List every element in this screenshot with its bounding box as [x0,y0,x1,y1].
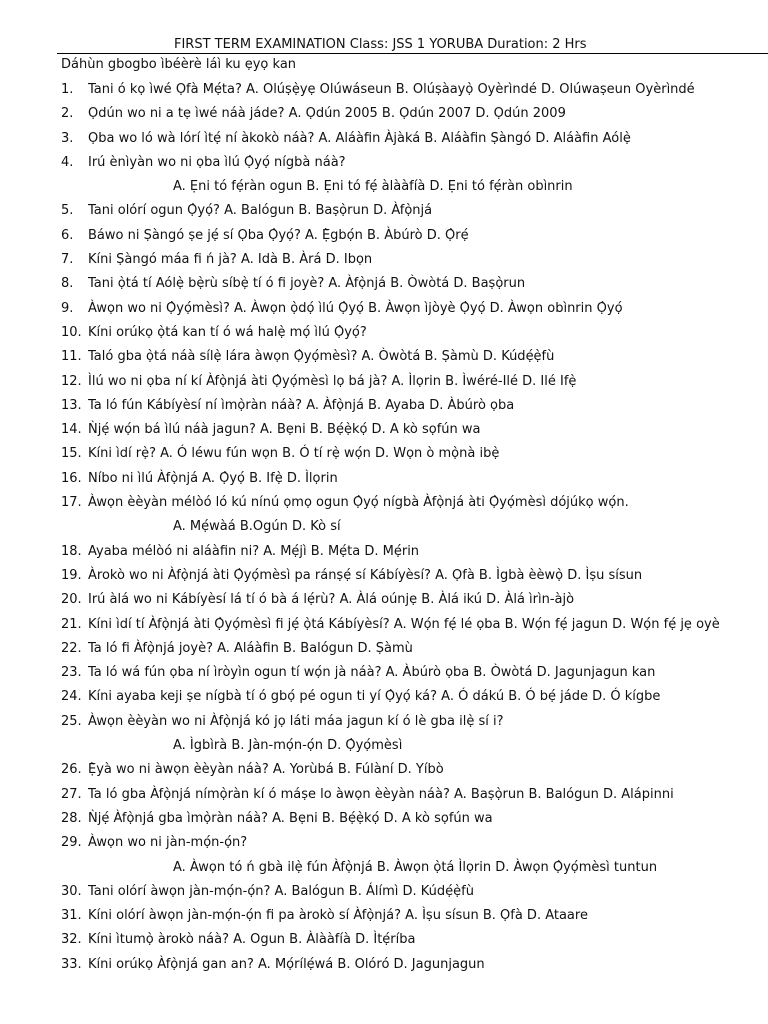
question-text: Àwọn wo ni jàn-mọ́n-ọ́n? [88,835,248,851]
question-number: 11. [61,349,82,365]
question-text: Kíni olórí àwọn jàn-mọ́n-ọ́n fi pa àrokò sí Àfọ̀njá? A. Ìṣu sísun B. Ọfà D. Ataare [88,908,588,924]
question-options [0,735,768,759]
question-number: 32. [61,932,82,948]
question-text: Ayaba mélòó ni aláàfin ni? A. Mẹ́jì B. Mẹ́ta D. Mẹ́rin [88,543,420,559]
options-text: A. Mẹ́wàá B.Ogún D. Kò sí [173,519,341,535]
question-item [0,662,768,686]
question-number: 17. [61,495,82,511]
options-text: A. Ìgbìrà B. Jàn-mọ́n-ọ́n D. Ọ̀yọ́mèsì [173,738,403,754]
question-number: 20. [61,592,82,608]
question-number: 27. [61,786,82,802]
question-options [0,176,768,200]
question-item [0,929,768,953]
question-item [0,784,768,808]
question-number: 15. [61,446,82,462]
question-text: Kíni Ṣàngó máa fi ń jà? A. Idà B. Àrá D. Ibọn [88,252,373,268]
question-item [0,954,768,978]
question-text: Ìlú wo ni ọba ní kí Àfọ̀njá àti Ọ̀yọ́mèsì lọ bá jà? A. Ìlọrin B. Ìwéré-Ilé D. Ilé Ifẹ̀ [88,373,577,389]
question-number: 2. [61,106,74,122]
question-text: Báwo ni Ṣàngó ṣe jẹ́ sí Ọba Ọ̀yọ́? A. Ẹ̀gbọ́n B. Àbúrò D. Ọ̀rẹ́ [88,227,469,243]
header-underline [57,53,768,54]
question-text: Àwọn èèyàn wo ni Àfọ̀njá kó jọ láti máa jagun kí ó lè gba ilẹ̀ sí i? [88,713,504,729]
question-item [0,225,768,249]
question-item [0,419,768,443]
question-text: Àrokò wo ni Àfọ̀njá àti Ọ̀yọ́mèsì pa ránṣẹ́ sí Kábíyèsí? A. Ọfà B. Ìgbà èèwọ̀ D. Ìṣu sísun [88,567,643,583]
question-item [0,443,768,467]
question-item [0,832,768,856]
question-text: Ta ló fi Àfọ̀njá joyè? A. Aláàfin B. Balógun D. Ṣàmù [88,640,413,656]
question-text: Tani ọ̀tá tí Aólẹ̀ bẹ̀rù síbẹ̀ tí ó fi joyè? A. Àfọ̀njá B. Òwòtá D. Baṣọ̀run [88,276,526,292]
question-number: 16. [61,470,82,486]
question-number: 14. [61,422,82,438]
question-options [0,857,768,881]
question-number: 21. [61,616,82,632]
question-text: Kíni orúkọ ọ̀tá kan tí ó wá halẹ̀ mọ́ ìlú Ọ̀yọ́? [88,324,367,340]
options-text: A. Àwọn tó ń gbà ilẹ̀ fún Àfọ̀njá B. Àwọn ọ̀tá Ìlọrin D. Àwọn Ọ̀yọ́mèsì tuntun [173,859,658,875]
question-item [0,346,768,370]
question-item [0,103,768,127]
question-number: 28. [61,810,82,826]
question-item [0,371,768,395]
question-number: 23. [61,665,82,681]
question-text: Níbo ni ìlú Àfọ̀njá A. Ọ̀yọ́ B. Ifẹ̀ D. Ìlọrin [88,470,338,486]
question-number: 29. [61,835,82,851]
question-item [0,322,768,346]
question-text: Ǹjẹ́ Àfọ̀njá gba ìmọ̀ràn náà? A. Bẹni B. Bẹ́ẹ̀kọ́ D. A kò sọfún wa [88,810,493,826]
question-number: 22. [61,640,82,656]
question-number: 5. [61,203,74,219]
question-text: Kíni ìdí rẹ̀? A. Ó léwu fún wọn B. Ó tí rẹ̀ wọ́n D. Wọn ò mọ̀nà ibẹ̀ [88,446,500,462]
question-item [0,881,768,905]
question-item [0,79,768,103]
question-text: Kíni ayaba keji ṣe nígbà tí ó gbọ́ pé ogun ti yí Ọ̀yọ́ ká? A. Ó dákú B. Ó bẹ́ jáde D. Ó kígbe [88,689,661,705]
question-item [0,249,768,273]
question-number: 10. [61,324,82,340]
question-item [0,273,768,297]
question-item [0,395,768,419]
question-item [0,468,768,492]
question-number: 7. [61,252,74,268]
options-text: A. Ẹni tó fẹ́ràn ogun B. Ẹni tó fẹ́ àlààfíà D. Ẹni tó fẹ́ràn obìnrin [173,179,573,195]
exam-header [0,37,768,57]
question-text: Tani olórí ogun Ọ̀yọ́? A. Balógun B. Baṣọ̀run D. Àfọ̀njá [88,203,433,219]
question-number: 18. [61,543,82,559]
question-number: 4. [61,154,74,170]
question-number: 8. [61,276,74,292]
question-item [0,614,768,638]
question-number: 19. [61,567,82,583]
question-item [0,808,768,832]
question-text: Kíni ìdí tí Àfọ̀njá àti Ọ̀yọ́mèsì fi jẹ́ ọ̀tá Kábíyèsí? A. Wọ́n fẹ́ lé ọba B. Wọ́n fẹ́ jagun D. Wọ́n fẹ́ jẹ oyè [88,616,720,632]
question-item [0,686,768,710]
question-number: 24. [61,689,82,705]
question-text: Kíni orúkọ Àfọ̀njá gan an? A. Mọ́rílẹ́wá B. Olóró D. Jagunjagun [88,956,485,972]
question-text: Tani ó kọ ìwé Ọfà Mẹ́ta? A. Olúṣẹ̀yẹ Olúwáseun B. Olúṣàayọ̀ Oyèrìndé D. Olúwaṣeun Oyèrìndé [88,82,695,97]
question-number: 30. [61,883,82,899]
question-item [0,152,768,176]
question-item [0,492,768,516]
question-number: 13. [61,397,82,413]
question-text: Ta ló wá fún ọba ní ìròyìn ogun tí wọ́n jà náà? A. Àbúrò ọba B. Òwòtá D. Jagunjagun kan [88,665,656,681]
question-text: Irú àlá wo ni Kábíyèsí lá tí ó bà á lẹ́rù? A. Àlá oúnjẹ B. Àlá ikú D. Àlá ìrìn-àjò [88,592,575,608]
question-number: 12. [61,373,82,389]
question-number: 6. [61,227,74,243]
instruction-text: Dáhùn gbogbo ìbéèrè láì ku ẹyọ kan [61,57,297,72]
question-number: 3. [61,130,74,146]
question-text: Ọdún wo ni a tẹ ìwé náà jáde? A. Ọdún 2005 B. Ọdún 2007 D. Ọdún 2009 [88,106,566,122]
question-item [0,200,768,224]
question-item [0,711,768,735]
question-text: Ọba wo ló wà lórí ìtẹ́ ní àkokò náà? A. Aláàfin Àjàká B. Aláàfin Ṣàngó D. Aláàfin Aólẹ̀ [88,130,631,146]
question-number: 31. [61,908,82,924]
question-text: Ẹ̀yà wo ni àwọn èèyàn náà? A. Yorùbá B. Fúlàní D. Yíbò [88,762,444,778]
question-item [0,541,768,565]
question-text: Kíni ìtumọ̀ àrokò náà? A. Ogun B. Àlààfíà D. Ìtẹ́ríba [88,932,416,948]
question-text: Àwọn wo ni Ọ̀yọ́mèsì? A. Àwọn ọ̀dọ́ ìlú Ọ̀yọ́ B. Àwọn ìjòyè Ọ̀yọ́ D. Àwọn obìnrin Ọ̀yọ́ [88,300,623,316]
question-item [0,638,768,662]
question-number: 26. [61,762,82,778]
question-number: 9. [61,300,74,316]
question-item [0,298,768,322]
question-number: 1. [61,82,74,97]
question-text: Ta ló fún Kábíyèsí ní ìmọ̀ràn náà? A. Àfọ̀njá B. Ayaba D. Àbúrò ọba [88,397,515,413]
question-text: Taló gba ọ̀tá náà sílẹ̀ lára àwọn Ọ̀yọ́mèsì? A. Òwòtá B. Ṣàmù D. Kúdẹ́ẹ̀fù [88,349,555,365]
question-text: Ǹjẹ́ wọ́n bá ìlú náà jagun? A. Bẹni B. Bẹ́ẹ̀kọ́ D. A kò sọfún wa [88,422,481,438]
question-item [0,565,768,589]
question-number: 33. [61,956,82,972]
exam-title: FIRST TERM EXAMINATION Class: JSS 1 YORUBA Duration: 2 Hrs [174,37,587,52]
question-item [0,128,768,152]
question-text: Ta ló gba Àfọ̀njá nímọ̀ràn kí ó máṣe lo àwọn èèyàn náà? A. Baṣọ̀run B. Balógun D. Alápinni [88,786,674,802]
question-text: Tani olórí àwọn jàn-mọ́n-ọ́n? A. Balógun B. Álímì D. Kúdẹ́ẹ̀fù [88,883,474,899]
question-item [0,759,768,783]
question-text: Irú ènìyàn wo ni ọba ìlú Ọ̀yọ́ nígbà náà? [88,154,346,170]
question-number: 25. [61,713,82,729]
question-text: Àwọn èèyàn mélòó ló kú nínú ọmọ ogun Ọ̀yọ́ nígbà Àfọ̀njá àti Ọ̀yọ́mèsì dójúkọ wọ́n. [88,495,629,511]
question-options [0,516,768,540]
question-list [0,79,768,978]
question-item [0,905,768,929]
question-item [0,589,768,613]
